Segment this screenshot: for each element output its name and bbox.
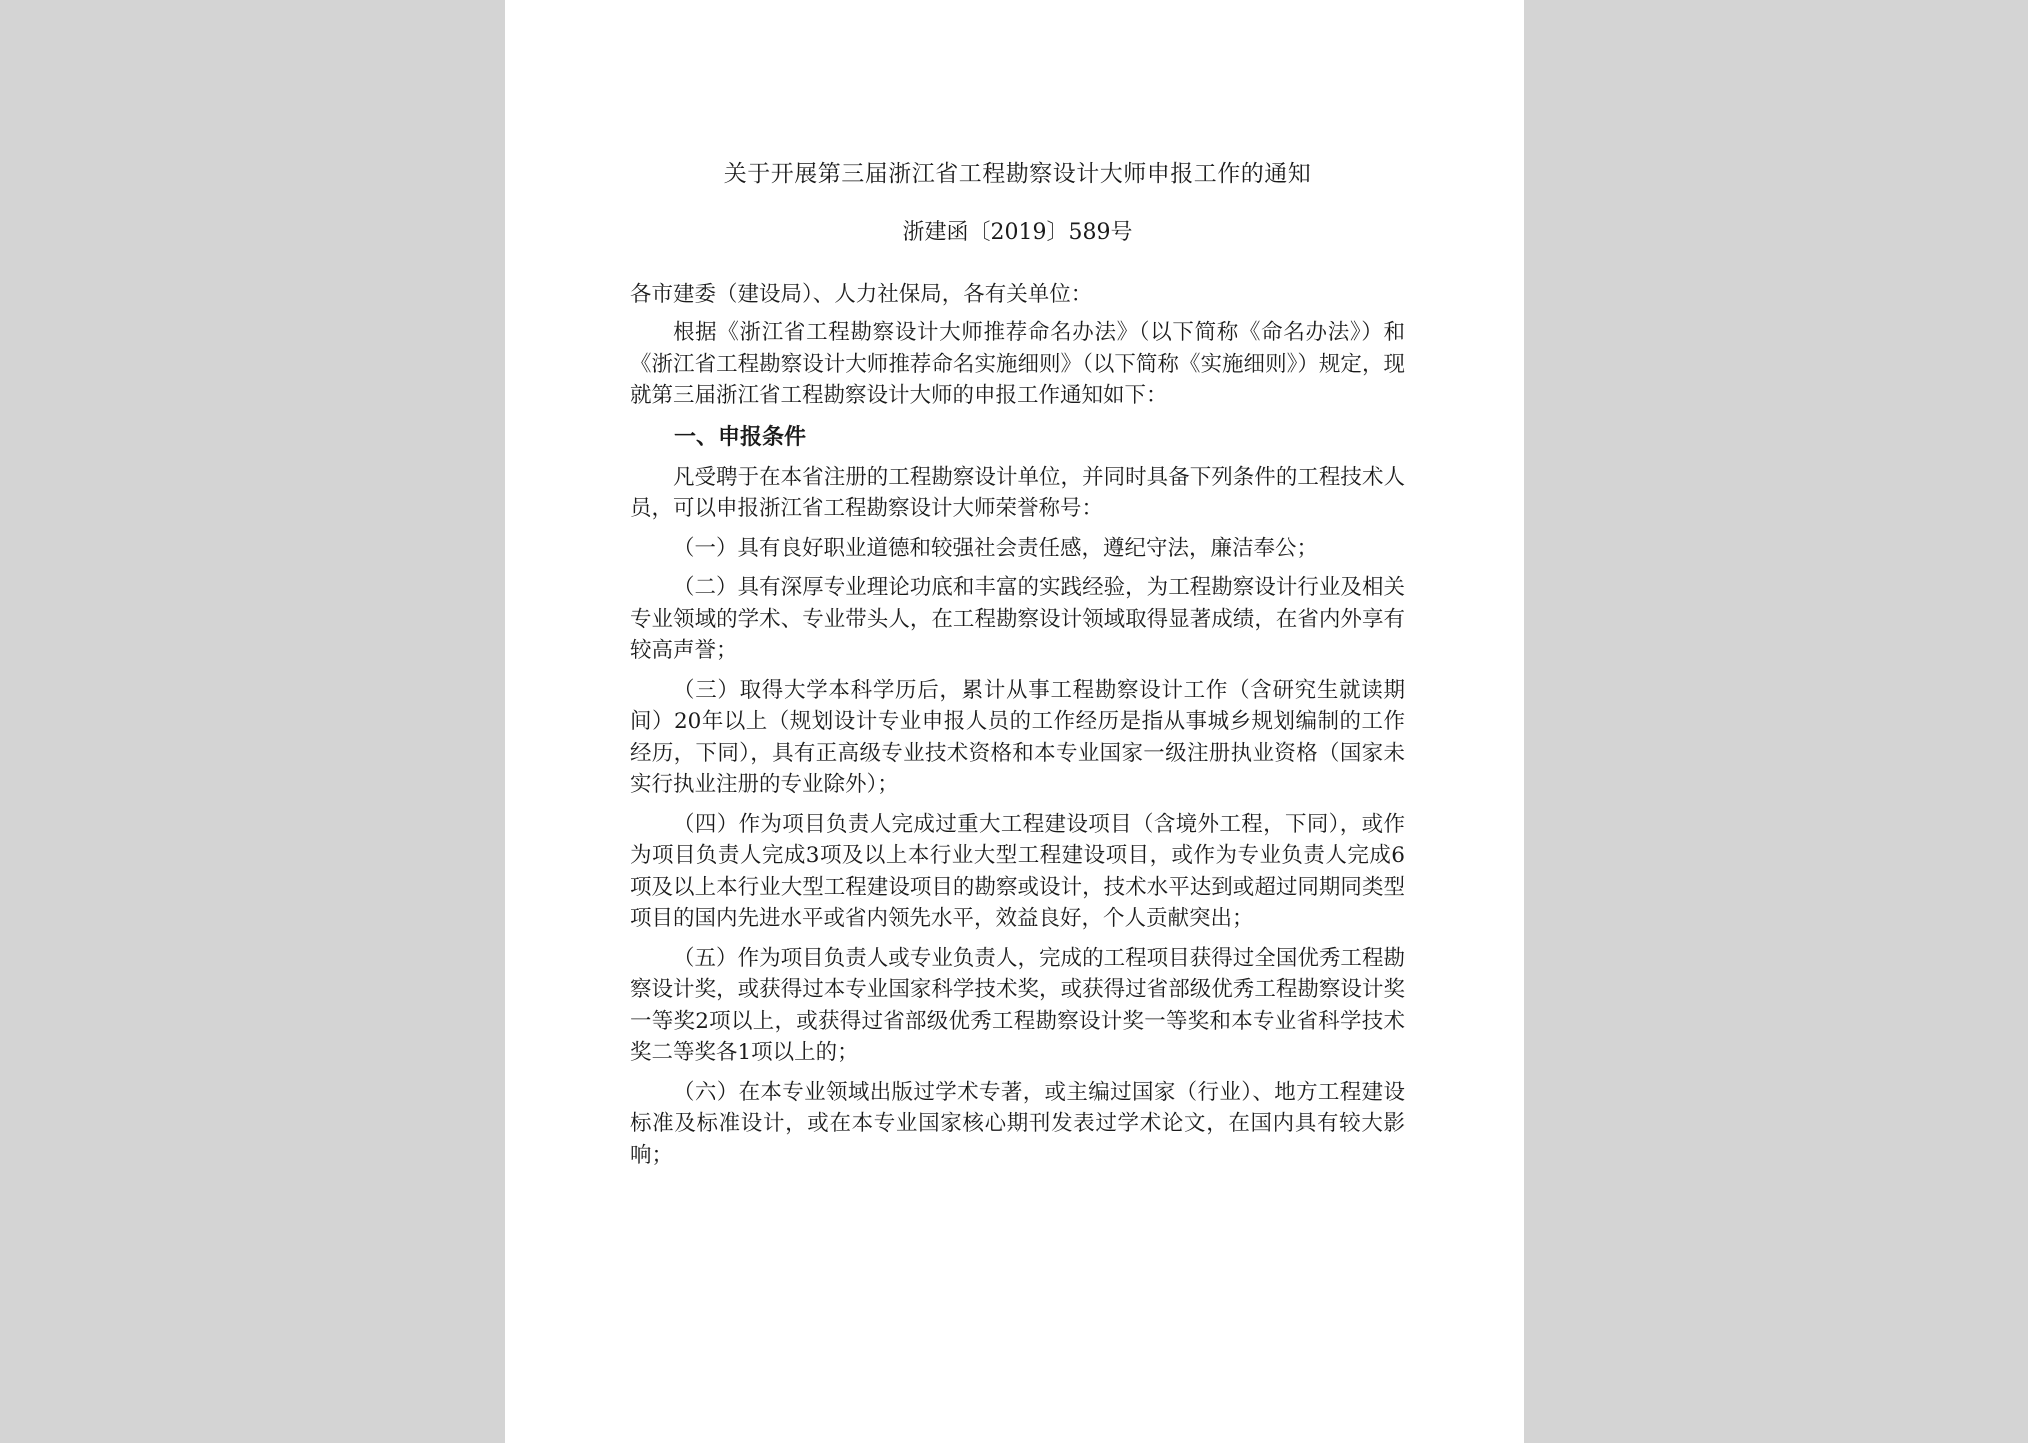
section-intro-paragraph: 凡受聘于在本省注册的工程勘察设计单位，并同时具备下列条件的工程技术人员，可以申报浙江省工程勘察设计大师荣誉称号：	[630, 464, 1405, 521]
document-title: 关于开展第三届浙江省工程勘察设计大师申报工作的通知	[723, 161, 1312, 187]
condition-item-5: （五）作为项目负责人或专业负责人，完成的工程项目获得过全国优秀工程勘察设计奖，或获得过本专业国家科学技术奖，或获得过省部级优秀工程勘察设计奖一等奖2项以上，或获得过省部级优秀工程勘察设计奖一等奖和本专业省科学技术奖二等奖各1项以上的；	[630, 945, 1405, 1065]
document-page	[505, 0, 1524, 1443]
condition-item-6: （六）在本专业领域出版过学术专著，或主编过国家（行业）、地方工程建设标准及标准设计，或在本专业国家核心期刊发表过学术论文，在国内具有较大影响；	[630, 1079, 1405, 1168]
condition-item-2: （二）具有深厚专业理论功底和丰富的实践经验，为工程勘察设计行业及相关专业领域的学术、专业带头人，在工程勘察设计领域取得显著成绩，在省内外享有较高声誉；	[630, 575, 1405, 663]
condition-item-1: （一）具有良好职业道德和较强社会责任感，遵纪守法，廉洁奉公；	[673, 535, 1319, 561]
condition-item-4: （四）作为项目负责人完成过重大工程建设项目（含境外工程，下同），或作为项目负责人完成3项及以上本行业大型工程建设项目，或作为专业负责人完成6项及以上本行业大型工程建设项目的勘察或设计，技术水平达到或超过同期同类型项目的国内先进水平或省内领先水平，效益良好，个人贡献突出；	[630, 811, 1405, 931]
salutation: 各市建委（建设局）、人力社保局，各有关单位：	[630, 282, 1093, 307]
document-body	[630, 155, 1405, 1179]
section-heading: 一、申报条件	[674, 423, 807, 450]
intro-paragraph: 根据《浙江省工程勘察设计大师推荐命名办法》（以下简称《命名办法》）和《浙江省工程勘察设计大师推荐命名实施细则》（以下简称《实施细则》）规定，现就第三届浙江省工程勘察设计大师的申报工作通知如下：	[630, 320, 1405, 408]
document-number: 浙建函〔2019〕589号	[902, 220, 1133, 245]
condition-item-3: （三）取得大学本科学历后，累计从事工程勘察设计工作（含研究生就读期间）20年以上（规划设计专业申报人员的工作经历是指从事城乡规划编制的工作经历，下同），具有正高级专业技术资格和本专业国家一级注册执业资格（国家未实行执业注册的专业除外）；	[630, 677, 1405, 797]
